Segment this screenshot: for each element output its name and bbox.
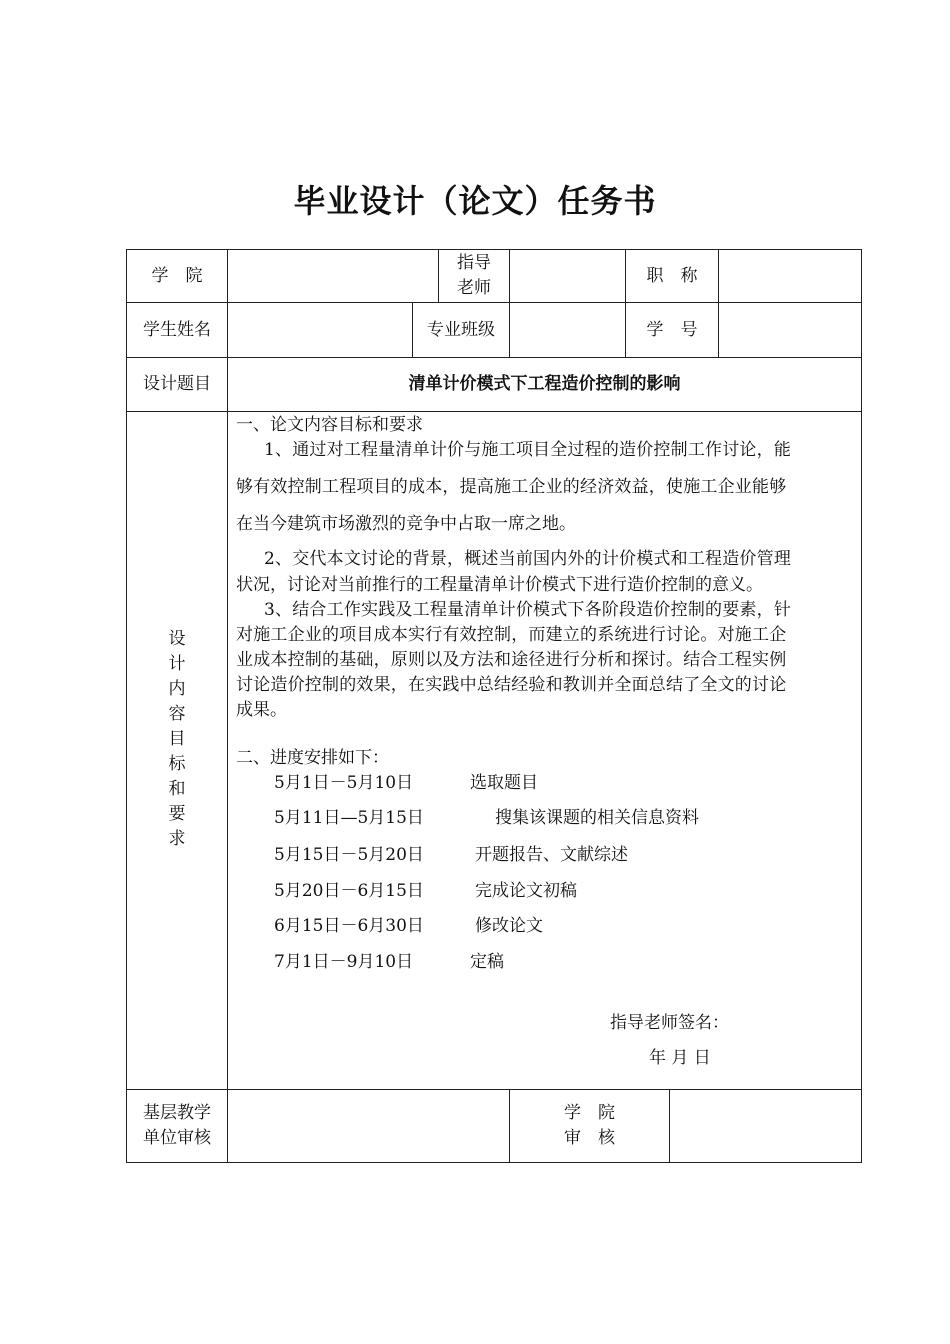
student-name-field[interactable] (228, 303, 412, 357)
class-label: 专业班级 (427, 319, 495, 340)
advisor-field[interactable] (510, 250, 625, 302)
paragraph-line: 讨论造价控制的效果，在实践中总结经验和教训并全面总结了全文的讨论 (236, 675, 787, 695)
college-review-field[interactable] (670, 1090, 861, 1162)
student-id-label: 学 号 (646, 319, 698, 340)
schedule-task: 定稿 (470, 952, 504, 972)
schedule-task: 修改论文 (475, 916, 543, 936)
paragraph-line: 够有效控制工程项目的成本，提高施工企业的经济效益，使施工企业能够 (236, 477, 787, 497)
content-side-label: 设 计 内 容 目 标 和 要 求 (168, 629, 186, 849)
section1-heading: 一、论文内容目标和要求 (236, 415, 423, 435)
schedule-date: 5月11日—5月15日 (274, 808, 424, 828)
paragraph-line: 2、交代本文讨论的背景，概述当前国内外的计价模式和工程造价管理 (264, 549, 792, 569)
schedule-date: 5月15日－5月20日 (274, 845, 424, 865)
college-label: 学 院 (151, 265, 203, 286)
dept-review-label: 基层教学 单位审核 (143, 1103, 211, 1148)
topic-value: 清单计价模式下工程造价控制的影响 (408, 374, 681, 394)
table-border (861, 249, 862, 1163)
section2-heading: 二、进度安排如下： (236, 748, 389, 768)
paragraph-line: 3、结合工作实践及工程量清单计价模式下各阶段造价控制的要素，针 (264, 600, 792, 620)
schedule-date: 5月1日－5月10日 (274, 773, 414, 793)
schedule-date: 7月1日－9月10日 (274, 952, 414, 972)
paragraph-line: 在当今建筑市场激烈的竞争中占取一席之地。 (236, 514, 576, 534)
schedule-task: 选取题目 (470, 773, 538, 793)
schedule-date: 6月15日－6月30日 (274, 916, 424, 936)
rank-label: 职 称 (646, 265, 698, 286)
table-border (126, 1162, 862, 1163)
paragraph-line: 1、通过对工程量清单计价与施工项目全过程的造价控制工作讨论，能 (264, 440, 792, 460)
college-review-label: 学 院 审 核 (564, 1103, 615, 1148)
paragraph-line: 业成本控制的基础，原则以及方法和途径进行分析和探讨。结合工程实例 (236, 650, 787, 670)
class-field[interactable] (510, 303, 625, 357)
dept-review-field[interactable] (228, 1090, 509, 1162)
schedule-task: 搜集该课题的相关信息资料 (495, 808, 699, 828)
paragraph-line: 状况，讨论对当前推行的工程量清单计价模式下进行造价控制的意义。 (236, 575, 763, 595)
student-id-field[interactable] (719, 303, 861, 357)
signature-date[interactable]: 年 月 日 (649, 1048, 711, 1068)
schedule-task: 开题报告、文献综述 (475, 845, 628, 865)
paragraph-line: 成果。 (236, 700, 287, 720)
paragraph-line: 对施工企业的项目成本实行有效控制，而建立的系统进行讨论。对施工企 (236, 625, 787, 645)
page-title: 毕业设计（论文）任务书 (293, 182, 657, 220)
student-name-label: 学生姓名 (143, 319, 211, 340)
college-field[interactable] (228, 250, 438, 302)
advisor-label: 指导 老师 (457, 253, 491, 298)
advisor-signature-label[interactable]: 指导老师签名： (610, 1013, 729, 1033)
rank-field[interactable] (719, 250, 861, 302)
schedule-date: 5月20日－6月15日 (274, 881, 424, 901)
schedule-task: 完成论文初稿 (475, 881, 577, 901)
topic-label: 设计题目 (143, 374, 211, 394)
